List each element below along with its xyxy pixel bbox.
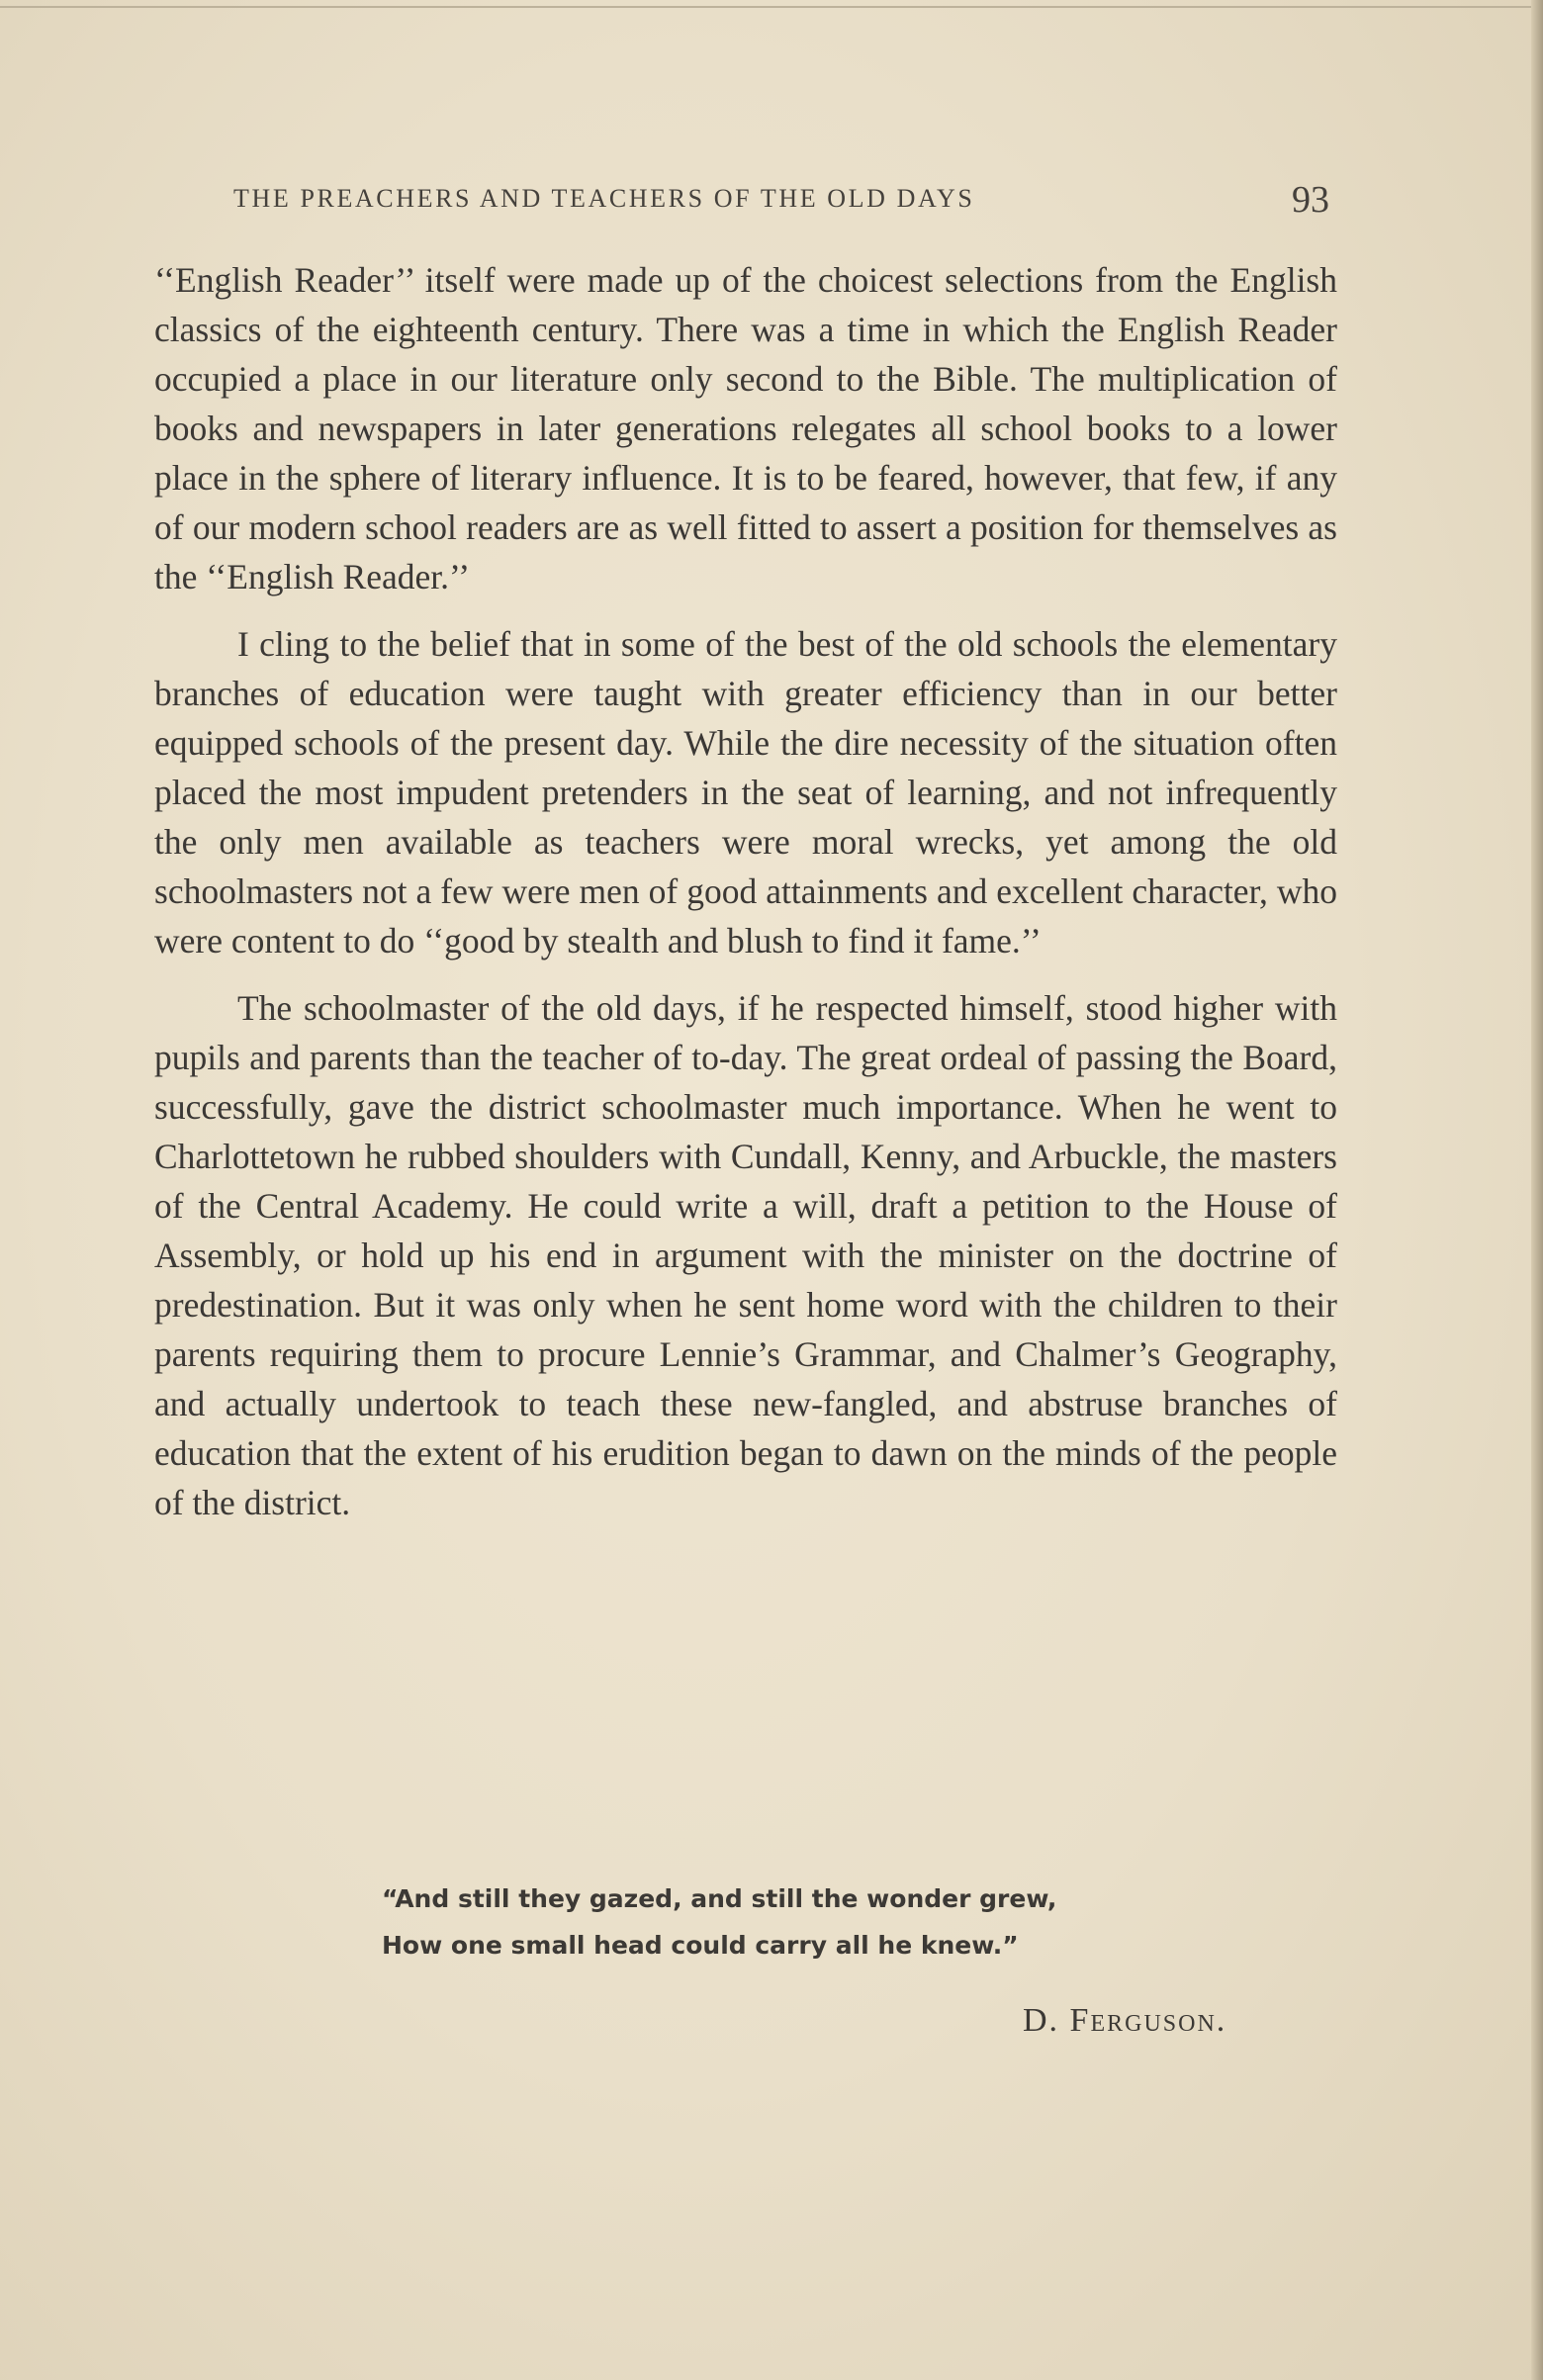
body-text [154, 255, 1337, 1527]
author-signature: D. Ferguson. [1023, 2002, 1227, 2039]
page-top-rule [0, 6, 1543, 8]
paragraph-2: I cling to the belief that in some of the best of the old schools the elementary branches of education were taught with greater efficiency than in our better equipped schools of the present day. While the dire necessity of the situation often placed the most impudent pretenders in the seat of learning, and not infrequently the only men available as teachers were moral wrecks, yet among the old schoolmasters not a few were men of good attainments and excellent character, who were content to do ‘‘good by stealth and blush to find it fame.’’ [154, 624, 1337, 961]
running-header [233, 178, 1329, 222]
quote-line-2: How one small head could carry all he knew.” [382, 1931, 1019, 1960]
page-edge [1531, 0, 1543, 2380]
running-title: THE PREACHERS AND TEACHERS OF THE OLD DAYS [233, 184, 975, 213]
page-number: 93 [1292, 179, 1329, 221]
paragraph-1: ‘‘English Reader’’ itself were made up of the choicest selections from the English classics of the eighteenth century. There was a time in which the English Reader occupied a place in our literature only second to the Bible. The multiplication of books and newspapers in later generations relegates all school books to a lower place in the sphere of literary influence. It is to be feared, however, that few, if any of our modern school readers are as well fitted to assert a position for themselves as the ‘‘English Reader.’’ [154, 260, 1337, 596]
paragraph-3: The schoolmaster of the old days, if he respected himself, stood higher with pupils and parents than the teacher of to-day. The great ordeal of passing the Board, successfully, gave the district schoolmaster much importance. When he went to Charlottetown he rubbed shoulders with Cundall, Kenny, and Arbuckle, the masters of the Central Academy. He could write a will, draft a petition to the House of Assembly, or hold up his end in argument with the minister on the doctrine of predestination. But it was only when he sent home word with the children to their parents requiring them to procure Lennie’s Grammar, and Chalmer’s Geography, and actually undertook to teach these new-fangled, and abstruse branches of education that the extent of his erudition began to dawn on the minds of the people of the district. [154, 988, 1337, 1522]
verse-quote [382, 1876, 1193, 1968]
quote-line-1: “And still they gazed, and still the wonder grew, [382, 1884, 1057, 1913]
